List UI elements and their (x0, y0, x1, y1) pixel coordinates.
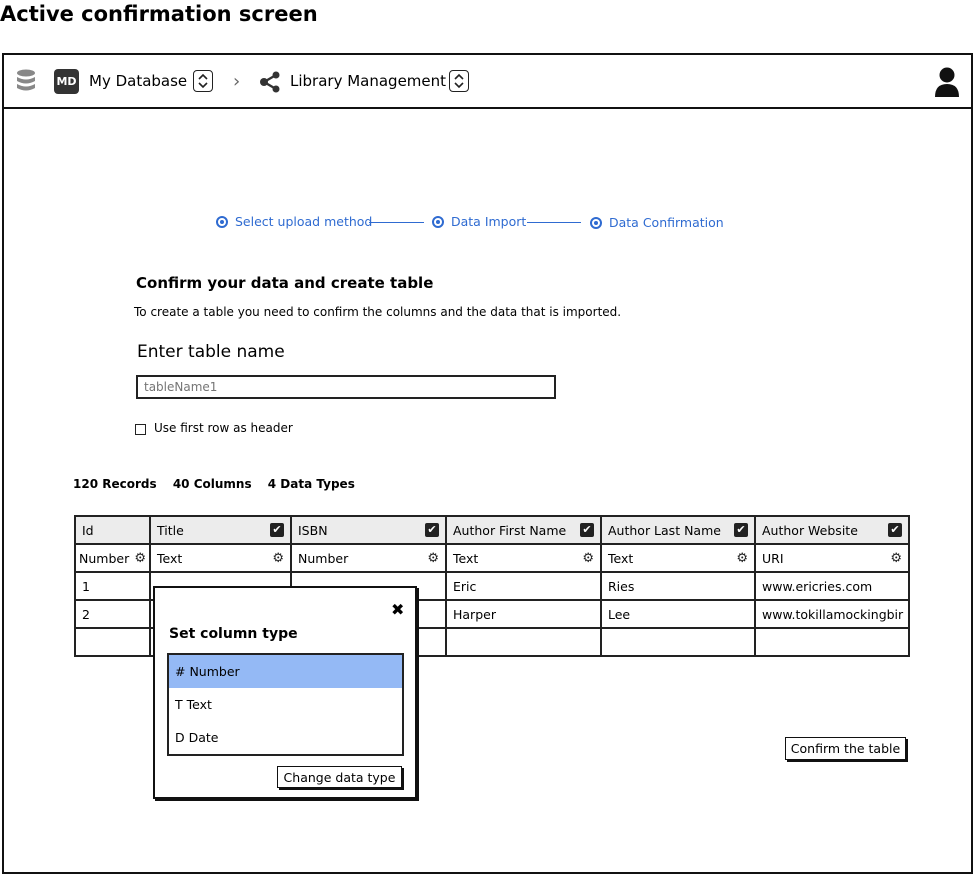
table-cell: Eric (446, 572, 601, 600)
database-switcher[interactable] (193, 70, 213, 92)
table-cell: www.tokillamockingbir (755, 600, 909, 628)
table-cell (601, 628, 755, 656)
column-type-list (167, 653, 404, 756)
type-option-text[interactable]: T Text (175, 697, 212, 712)
table-cell (446, 628, 601, 656)
column-include-checkbox[interactable]: ✔ (425, 523, 439, 537)
column-type-label: URI (762, 550, 784, 566)
first-row-header-checkbox[interactable] (135, 424, 146, 435)
column-type-row (75, 544, 909, 572)
step-label: Select upload method (235, 214, 373, 229)
change-data-type-button[interactable]: Change data type (277, 766, 402, 788)
column-type-cell[interactable] (755, 544, 909, 572)
column-type-cell[interactable] (291, 544, 446, 572)
table-name-input[interactable] (136, 375, 556, 399)
table-name-label: Enter table name (137, 342, 285, 362)
step-label: Data Import (451, 214, 527, 229)
types-count: 4 Data Types (267, 477, 355, 491)
step-data-confirmation[interactable] (590, 215, 724, 230)
step-connector (369, 222, 424, 223)
project-switcher[interactable] (449, 70, 469, 92)
columns-count: 40 Columns (172, 477, 252, 491)
column-header-label: Author Website (762, 522, 858, 538)
table-cell (755, 628, 909, 656)
breadcrumb-separator-icon: › (233, 71, 241, 92)
confirm-description: To create a table you need to confirm the columns and the data that is imported. (134, 305, 622, 319)
database-icon[interactable] (14, 67, 38, 95)
column-include-checkbox[interactable]: ✔ (888, 523, 902, 537)
project-name[interactable]: Library Management (290, 72, 447, 90)
table-header-row (75, 516, 909, 544)
column-type-label: Text (453, 550, 479, 566)
step-indicator-icon (590, 217, 602, 229)
user-avatar-icon[interactable] (934, 66, 960, 98)
column-header[interactable] (755, 516, 909, 544)
column-header[interactable] (150, 516, 291, 544)
column-type-label: Text (157, 550, 183, 566)
database-name[interactable]: My Database (89, 72, 188, 90)
column-header-label: Title (157, 522, 184, 538)
gear-icon[interactable]: ⚙ (736, 550, 748, 566)
table-cell: 1 (75, 572, 150, 600)
column-header-label: Author Last Name (608, 522, 721, 538)
step-indicator-icon (216, 216, 228, 228)
column-include-checkbox[interactable]: ✔ (270, 523, 284, 537)
column-type-label: Text (608, 550, 634, 566)
table-cell (75, 628, 150, 656)
table-cell: Lee (601, 600, 755, 628)
step-label: Data Confirmation (609, 215, 724, 230)
column-include-checkbox[interactable]: ✔ (734, 523, 748, 537)
column-header[interactable] (601, 516, 755, 544)
column-include-checkbox[interactable]: ✔ (580, 523, 594, 537)
gear-icon[interactable]: ⚙ (272, 550, 284, 566)
column-type-cell[interactable] (446, 544, 601, 572)
step-indicator-icon (432, 216, 444, 228)
records-count: 120 Records (73, 477, 157, 491)
table-cell: Harper (446, 600, 601, 628)
confirm-heading: Confirm your data and create table (136, 274, 434, 292)
step-select-upload[interactable] (216, 214, 372, 229)
column-type-cell[interactable] (601, 544, 755, 572)
step-data-import[interactable] (432, 214, 526, 229)
type-option-date[interactable]: D Date (175, 730, 219, 745)
column-type-cell[interactable] (75, 544, 150, 572)
table-cell: Ries (601, 572, 755, 600)
column-header[interactable] (75, 516, 150, 544)
data-stats (73, 477, 367, 491)
chevron-updown-icon (197, 73, 209, 89)
column-header[interactable] (291, 516, 446, 544)
confirm-table-button[interactable]: Confirm the table (785, 737, 906, 760)
gear-icon[interactable]: ⚙ (427, 550, 439, 566)
page-title: Active confirmation screen (0, 2, 318, 26)
table-cell: 2 (75, 600, 150, 628)
type-option-number[interactable]: # Number (169, 655, 402, 688)
column-type-label: Number (298, 550, 349, 566)
gear-icon[interactable]: ⚙ (890, 550, 902, 566)
column-type-cell[interactable] (150, 544, 291, 572)
popup-title: Set column type (169, 626, 298, 642)
table-cell: www.ericries.com (755, 572, 909, 600)
column-header[interactable] (446, 516, 601, 544)
step-connector (527, 222, 581, 223)
database-badge: MD (54, 69, 79, 94)
gear-icon[interactable]: ⚙ (582, 550, 594, 566)
share-icon (259, 71, 281, 93)
gear-icon[interactable]: ⚙ (134, 550, 146, 566)
column-header-label: ISBN (298, 522, 328, 538)
chevron-updown-icon (453, 73, 465, 89)
close-icon[interactable]: ✖ (391, 600, 405, 619)
column-header-label: Author First Name (453, 522, 567, 538)
column-type-label: Number (79, 550, 130, 566)
first-row-header-label: Use first row as header (154, 421, 293, 435)
column-header-label: Id (82, 522, 94, 538)
